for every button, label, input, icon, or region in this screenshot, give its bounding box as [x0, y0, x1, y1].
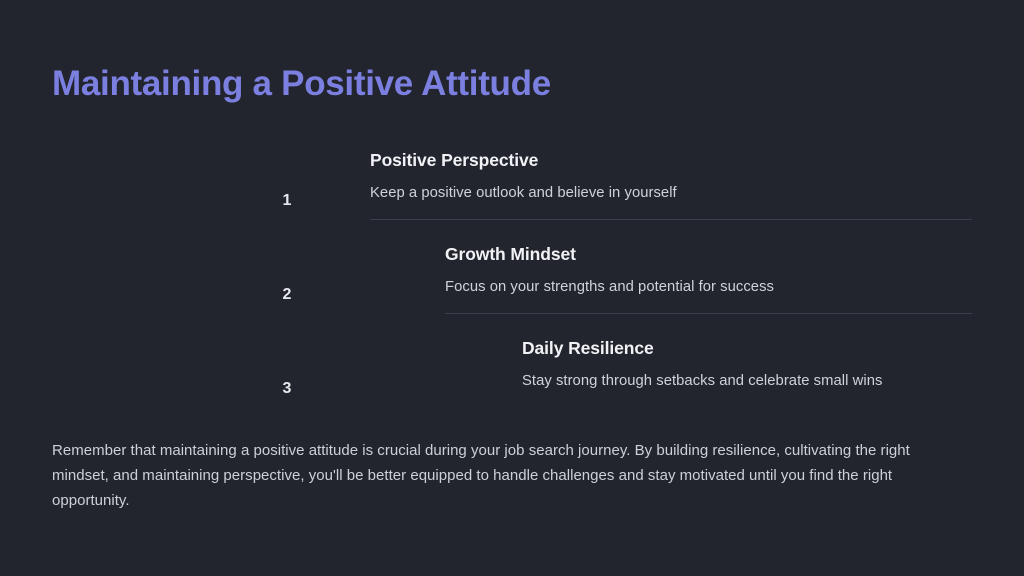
- step-heading: Growth Mindset: [445, 244, 576, 264]
- list-item: [52, 244, 972, 314]
- step-body: [522, 338, 972, 407]
- page-title: Maintaining a Positive Attitude: [52, 64, 551, 103]
- step-heading: Positive Perspective: [370, 150, 539, 170]
- step-number: 3: [282, 380, 292, 397]
- step-heading: Daily Resilience: [522, 338, 654, 358]
- summary-text: Remember that maintaining a positive attitude is crucial during your job search journey. By building resilience, cultivating the right mindset, and maintaining perspective, you'll be better equipped to handle challenges and stay motivated until you find the right opportunity.: [52, 442, 910, 509]
- step-description: Keep a positive outlook and believe in yourself: [370, 185, 677, 201]
- steps-list: [52, 150, 972, 407]
- step-body: [370, 150, 972, 220]
- step-body: [445, 244, 972, 314]
- step-number: 2: [282, 286, 292, 303]
- step-description: Focus on your strengths and potential for success: [445, 279, 774, 295]
- step-number: 1: [282, 192, 292, 209]
- step-description: Stay strong through setbacks and celebrate small wins: [522, 373, 883, 389]
- list-item: [52, 150, 972, 220]
- list-item: [52, 338, 972, 407]
